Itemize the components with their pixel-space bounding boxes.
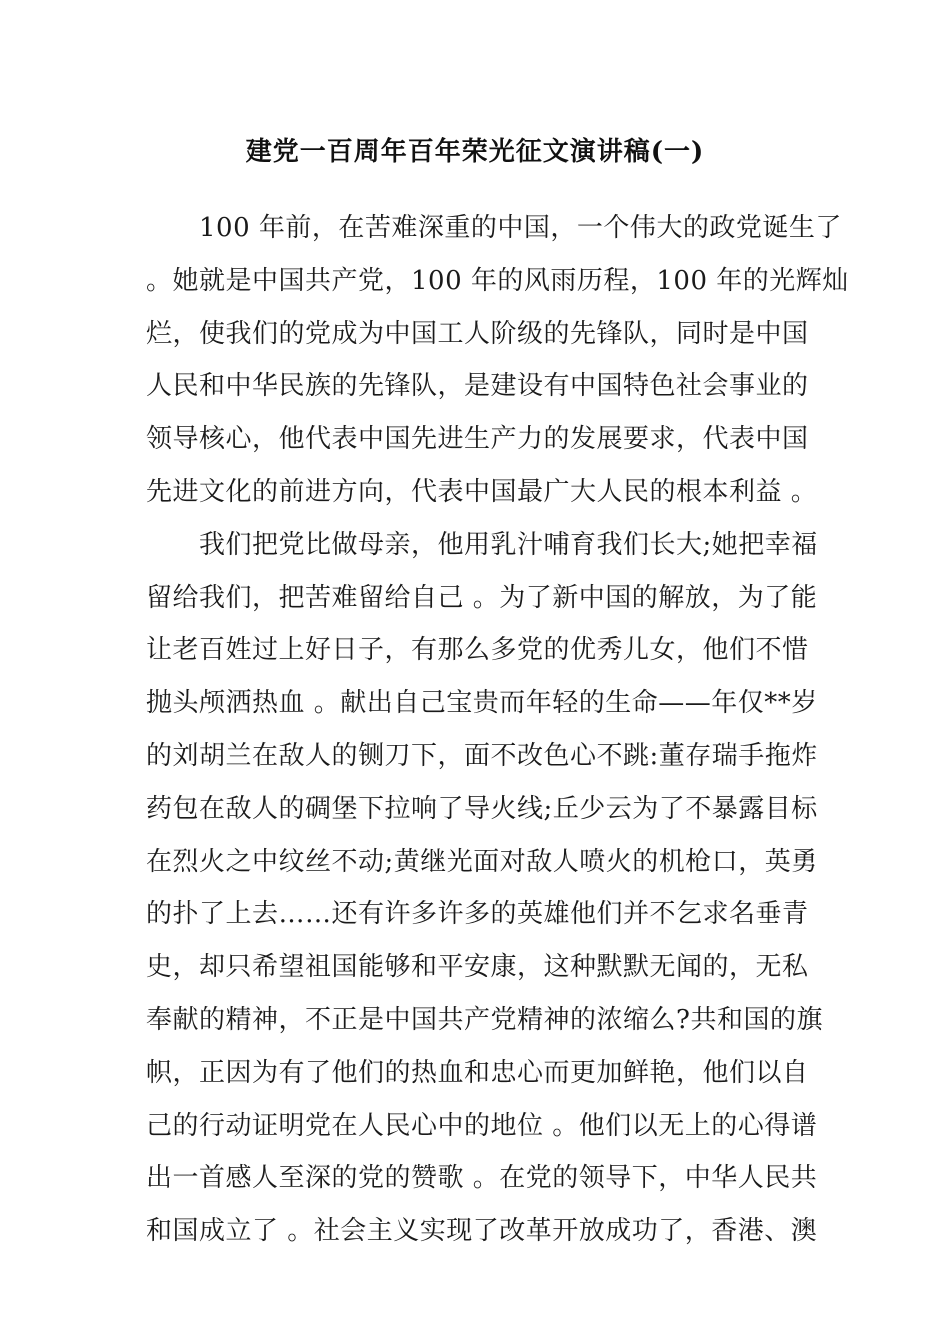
text-line: 我们把党比做母亲，他用乳汁哺育我们长大;她把幸福 xyxy=(146,529,818,560)
text-line: 的刘胡兰在敌人的铡刀下，面不改色心不跳:董存瑞手拖炸 xyxy=(146,740,818,771)
text-line: 奉献的精神，不正是中国共产党精神的浓缩么?共和国的旗 xyxy=(146,1004,823,1035)
text-line: 出一首感人至深的党的赞歌 。在党的领导下，中华人民共 xyxy=(146,1163,818,1194)
text-line: 烂，使我们的党成为中国工人阶级的先锋队，同时是中国 xyxy=(146,318,809,349)
text-line: 帜，正因为有了他们的热血和忠心而更加鲜艳，他们以自 xyxy=(146,1057,809,1088)
text-line: 抛头颅洒热血 。献出自己宝贵而年轻的生命——年仅**岁 xyxy=(146,688,818,719)
document-body xyxy=(146,202,849,1258)
text-line: 先进文化的前进方向，代表中国最广大人民的根本利益 。 xyxy=(146,476,818,507)
text-line: 让老百姓过上好日子，有那么多党的优秀儿女，他们不惜 xyxy=(146,635,809,666)
text-line: 的扑了上去……还有许多许多的英雄他们并不乞求名垂青 xyxy=(146,899,809,930)
text-line: 100 年前，在苦难深重的中国，一个伟大的政党诞生了 xyxy=(146,213,842,243)
text-line: 留给我们，把苦难留给自己 。为了新中国的解放，为了能 xyxy=(146,582,818,613)
text-line: 和国成立了 。社会主义实现了改革开放成功了，香港、澳 xyxy=(146,1216,818,1247)
text-line: 在烈火之中纹丝不动;黄继光面对敌人喷火的机枪口，英勇 xyxy=(146,846,818,877)
text-line: 领导核心，他代表中国先进生产力的发展要求，代表中国 xyxy=(146,424,809,455)
document-title: 建党一百周年百年荣光征文演讲稿(一) xyxy=(245,137,705,167)
text-line: 史，却只希望祖国能够和平安康，这种默默无闻的，无私 xyxy=(146,952,809,983)
text-line: 人民和中华民族的先锋队，是建设有中国特色社会事业的 xyxy=(146,371,809,402)
text-line: 药包在敌人的碉堡下拉响了导火线;丘少云为了不暴露目标 xyxy=(146,793,818,824)
text-line: 。她就是中国共产党，100 年的风雨历程，100 年的光辉灿 xyxy=(146,265,849,296)
text-line: 己的行动证明党在人民心中的地位 。他们以无上的心得谱 xyxy=(146,1110,818,1141)
